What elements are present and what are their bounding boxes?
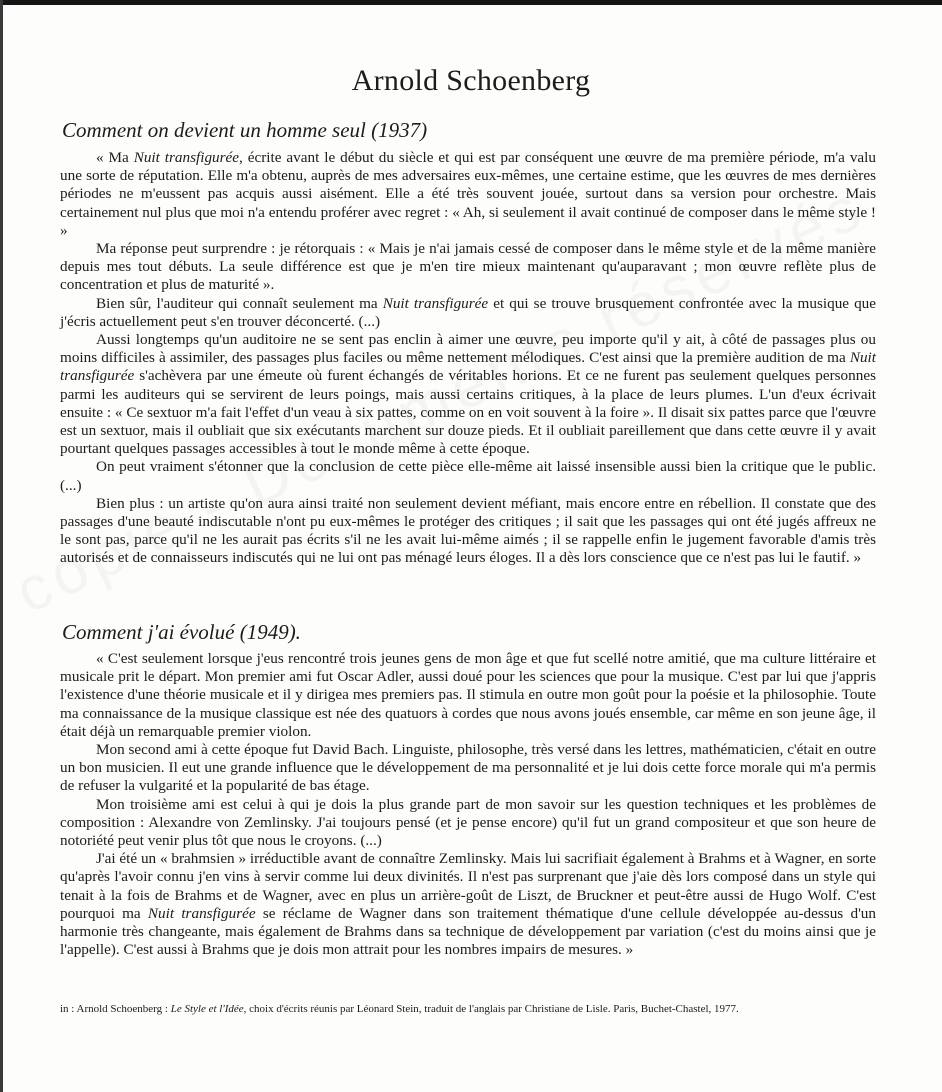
paragraph-text: J'ai été un « brahmsien » irréductible avant de connaître Zemlinsky. Mais lui sacrifiait également à Brahms et à Wagner, en sorte qu'après l'avoir connu j'en vins à servir comme lui deux divinités. Il n'est pas surprenant que j'aie dès lors composé dans un style qui tenait à la fois de Brahms et de Wagner, avec en plus un arrière-goût de Liszt, de Bruckner et peut-être aussi de Hugo Wolf. C'est pourquoi ma (60, 850, 876, 922)
scan-edge-top (0, 0, 942, 5)
citation-text: , choix d'écrits réunis par Léonard Stein, traduit de l'anglais par Christiane de Lisle. Paris, Buchet-Chastel, 1977. (243, 1003, 739, 1015)
paragraph-text: se réclame de Wagner dans son traitement thématique d'une cellule développée au-dessus d'un harmonie très changeante, mais également de Brahms dans sa technique de développement par variation (c'est du moins ainsi que je l'appelle). C'est aussi à Brahms que je dois mon attrait pour les nombres impairs de mesures. » (60, 904, 876, 959)
paragraph (60, 149, 876, 240)
section-heading-1: Comment on devient un homme seul (1937) (62, 118, 428, 142)
paragraph (60, 331, 876, 458)
paragraph-text: , écrite avant le début du siècle et qui est par conséquent une œuvre de ma première période, m'a valu une sorte de réputation. Elle m'a obtenu, auprès de mes adversaires eux-mêmes, une certaine estime, que les œuvres de mes dernières périodes ne m'eussent pas acquis aussi aisément. Elle a été très souvent jouée, surtout dans sa version pour orchestre. Mais certainement nul plus que moi n'a entendu proférer avec regret : « Ah, si seulement il avait continué de composer dans le même style ! » (60, 149, 876, 239)
paragraph: Mon troisième ami est celui à qui je dois la plus grande part de mon savoir sur les question techniques et les problèmes de composition : Alexandre von Zemlinsky. J'ai toujours pensé (et je pense encore) qu'il fut un grand compositeur et que son heure de notoriété peut venir plus tôt que nous le croyons. (...) (60, 795, 876, 850)
book-title: Le Style et l'Idée (170, 1003, 244, 1015)
page-title: Arnold Schoenberg (351, 64, 591, 97)
paragraph-text: Aussi longtemps qu'un auditoire ne se sent pas enclin à aimer une œuvre, peu importe qu'il y ait, à côté de passages plus ou moins difficiles à assimiler, des passages plus faciles ou même nettement mélodiques. C'est ainsi que la première audition de ma (60, 331, 876, 367)
work-title: Nuit transfigurée (147, 904, 256, 922)
paragraph-text: et qui se trouve brusquement confrontée avec la musique que j'écris actuellement peut s'en trouver déconcerté. (...) (60, 294, 876, 330)
paragraph-text: s'achèvera par une émeute où furent échangés de véritables horions. Et ce ne furent pas seulement quelques personnes parmi les auditeurs qui se servirent de leurs poings, mais aussi certains critiques, à la place de leurs plumes. L'un d'eux écrivait ensuite : « Ce sextuor m'a fait l'effet d'un veau à six pattes, comme on en voit souvent à la foire ». Il disait six pattes parce que l'œuvre est un sextuor, mais il oubliait que six exécutants marchent sur douze pieds. Et il oubliait pareillement que dans cette œuvre il y avait pourtant quelques passages accessibles à tout le monde même à cette époque. (60, 367, 876, 458)
scan-edge-left (0, 0, 3, 1092)
work-title: Nuit transfigurée (382, 294, 489, 312)
work-title: Nuit transfigurée (60, 349, 876, 385)
paragraph (60, 295, 876, 331)
source-citation (60, 1003, 890, 1016)
paragraph: Mon second ami à cette époque fut David Bach. Linguiste, philosophe, très versé dans les lettres, mathématicien, c'était en outre un bon musicien. Il eut une grande influence que le développement de ma personnalité et je lui dois cette force morale qui m'a permis de refuser la vulgarité et la popularité de bas étage. (60, 741, 876, 795)
paragraph: Bien plus : un artiste qu'on aura ainsi traité non seulement devient méfiant, mais encore entre en rébellion. Il constate que des passages d'une beauté indiscutable n'ont pu eux-mêmes le protéger des critiques ; il sait que les passages qui ont été jugés affreux ne le sont pas, parce qu'il ne les aurait pas écrits s'il ne les avait lui-même aimés ; il se rappelle enfin le jugement favorable d'amis très autorisés et de connaisseurs indiscutés qui ne lui ont pas ménagé leurs éloges. Il a dès lors conscience que ce n'est pas lui le fautif. » (60, 494, 876, 567)
paragraph: Ma réponse peut surprendre : je rétorquais : « Mais je n'ai jamais cessé de composer dans le même style et de la même manière depuis mes tout débuts. La seule différence est que je m'en tire mieux maintenant qu'auparavant ; mon œuvre reflète plus de concentration et plus de maturité ». (60, 240, 876, 294)
citation-text: in : Arnold Schoenberg : (60, 1003, 171, 1015)
paragraph: On peut vraiment s'étonner que la conclusion de cette pièce elle-même ait laissé insensible aussi bien la critique que le public. (...) (60, 458, 876, 494)
paragraph: « C'est seulement lorsque j'eus rencontré trois jeunes gens de mon âge et que fut scellé notre amitié, que ma culture littéraire et musicale prit le départ. Mon premier ami fut Oscar Adler, aussi doué pour les sciences que pour la musique. C'est par lui que j'appris l'existence d'une théorie musicale et il y dirigea mes premiers pas. Il stimula en outre mon goût pour la poésie et la philosophie. Toute ma connaissance de la musique classique est née des quatuors à cordes que nous avons joués ensemble, car même en son jeune âge, il était déjà un remarquable premier violon. (60, 650, 876, 740)
paragraph-text: Bien sûr, l'auditeur qui connaît seulement ma (96, 294, 383, 312)
section-heading-2: Comment j'ai évolué (1949). (62, 620, 301, 644)
section-2-body (60, 650, 876, 959)
paragraph-text: « Ma (96, 149, 134, 166)
section-1-body (60, 149, 876, 568)
paragraph (60, 850, 876, 959)
work-title: Nuit transfigurée (133, 149, 240, 166)
